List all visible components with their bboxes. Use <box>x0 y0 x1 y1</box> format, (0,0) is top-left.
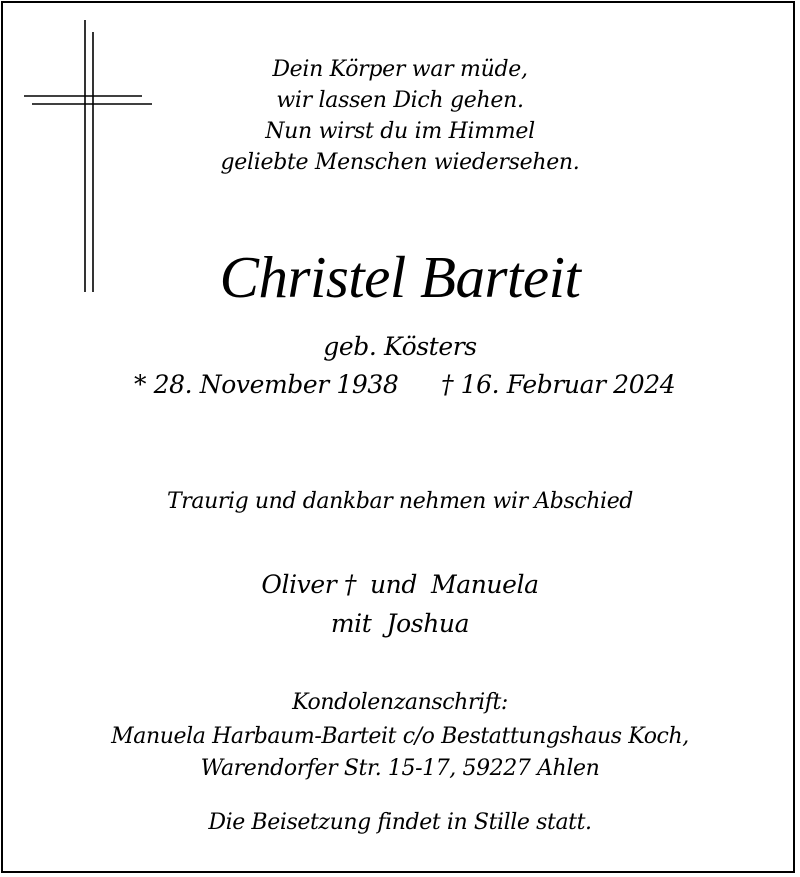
poem-line-4: geliebte Menschen wiedersehen. <box>220 150 580 175</box>
birth-date: * 28. November 1938 <box>134 370 399 399</box>
maiden-name: geb. Kösters <box>323 332 477 361</box>
poem-line-3: Nun wirst du im Himmel <box>265 119 535 144</box>
poem-line-2: wir lassen Dich gehen. <box>276 88 524 113</box>
mourners-line-2: mit Joshua <box>330 609 470 638</box>
farewell-text: Traurig und dankbar nehmen wir Abschied <box>167 489 633 514</box>
mourners-line-1 <box>0 570 800 599</box>
mourner-manuela: Manuela <box>431 570 539 599</box>
mourner-oliver: Oliver † <box>261 570 356 599</box>
condolence-address-line-1: Manuela Harbaum-Barteit c/o Bestattungshaus Koch, <box>111 724 689 749</box>
condolence-label: Kondolenzanschrift: <box>292 690 508 715</box>
mourners-and: und <box>369 570 417 599</box>
condolence-address-line-2: Warendorfer Str. 15-17, 59227 Ahlen <box>200 756 600 781</box>
burial-note: Die Beisetzung findet in Stille statt. <box>208 810 592 835</box>
death-date: † 16. Februar 2024 <box>441 370 676 399</box>
deceased-name: Christel Barteit <box>219 244 581 310</box>
poem-line-1: Dein Körper war müde, <box>272 57 528 82</box>
